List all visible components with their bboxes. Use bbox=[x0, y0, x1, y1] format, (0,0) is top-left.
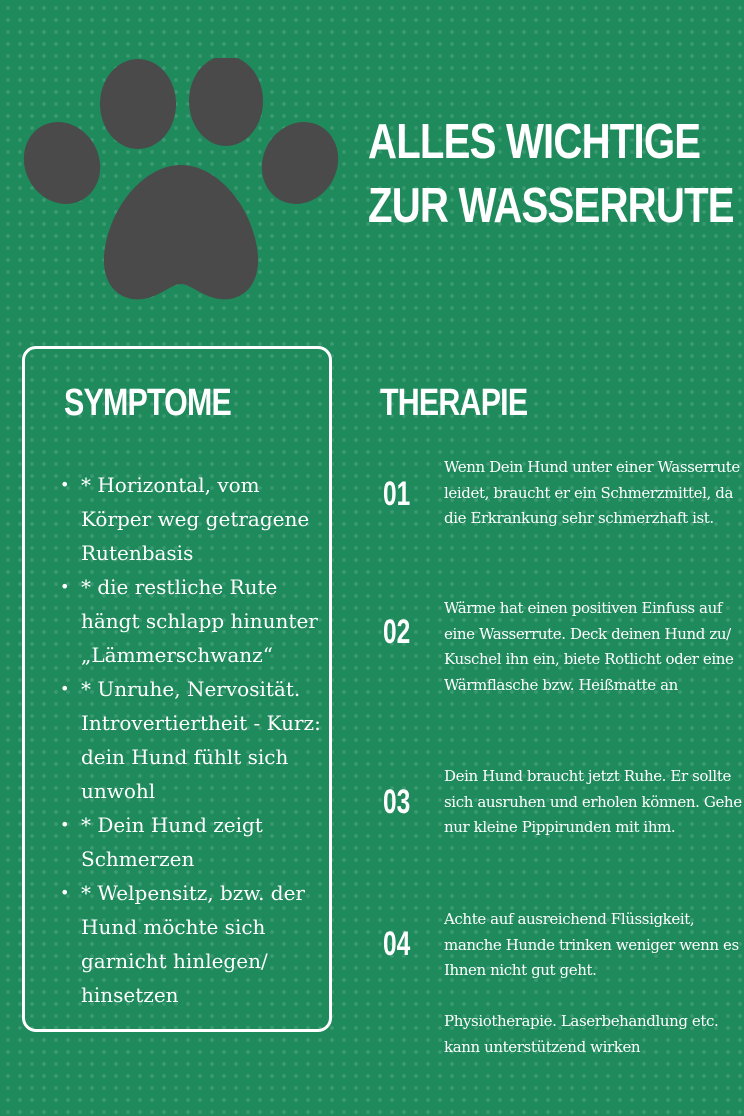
step-text-1: Wenn Dein Hund unter einer Wasserrute leidet, braucht er ein Schmerzmittel, da die Erkrankung sehr schmerzhaft ist. bbox=[444, 458, 740, 527]
step-number-2: 02 bbox=[383, 613, 411, 651]
step-number-1: 01 bbox=[383, 475, 411, 513]
therapy-note: Physiotherapie. Laserbehandlung etc. kann unterstützend wirken bbox=[444, 1012, 719, 1056]
step-number-3: 03 bbox=[383, 783, 411, 821]
step-text-4: Achte auf ausreichend Flüssigkeit, manche Hunde trinken weniger wenn es Ihnen nicht gut geht. bbox=[444, 910, 739, 979]
step-number-4: 04 bbox=[383, 925, 411, 963]
step-text-3: Dein Hund braucht jetzt Ruhe. Er sollte sich ausruhen und erholen können. Gehe nur kleine Pippirunden mit ihm. bbox=[444, 767, 742, 836]
symptoms-list bbox=[58, 468, 328, 1012]
symptoms-heading: SYMPTOME bbox=[64, 382, 232, 424]
symptom-item: • * Dein Hund zeigt Schmerzen bbox=[58, 808, 328, 876]
step-text-2: Wärme hat einen positiven Einfuss auf eine Wasserrute. Deck deinen Hund zu/ Kuschel ihn ein, biete Rotlicht oder eine Wärmflasche bzw. Heißmatte an bbox=[444, 599, 734, 694]
symptom-item: • * Welpensitz, bzw. der Hund möchte sich garnicht hinlegen/ hinsetzen bbox=[58, 876, 328, 1012]
title-line-2: ZUR WASSERRUTE bbox=[368, 179, 734, 233]
therapy-heading: THERAPIE bbox=[380, 382, 528, 424]
symptom-item: • * Horizontal, vom Körper weg getragene Rutenbasis bbox=[58, 468, 328, 570]
symptom-item: • * die restliche Rute hängt schlapp hinunter „Lämmerschwanz“ bbox=[58, 570, 328, 672]
page-title bbox=[368, 110, 734, 238]
paw-print-icon bbox=[18, 58, 350, 308]
title-line-1: ALLES WICHTIGE bbox=[368, 115, 701, 169]
symptom-item: • * Unruhe, Nervosität. Introvertiertheit - Kurz: dein Hund fühlt sich unwohl bbox=[58, 672, 328, 808]
